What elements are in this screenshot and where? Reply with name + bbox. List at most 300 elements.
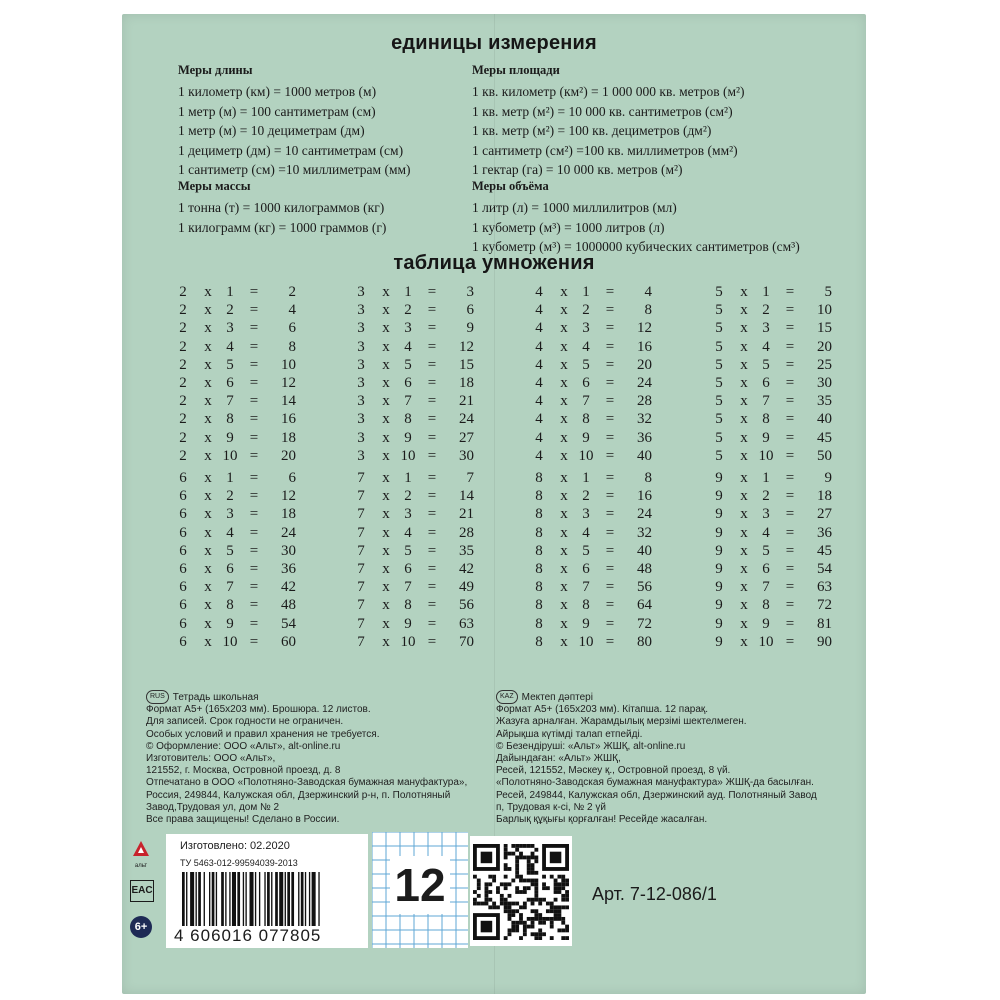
- times-sign: x: [560, 302, 568, 319]
- times-sign: x: [560, 447, 568, 464]
- times-sign: x: [740, 411, 748, 428]
- multiplicand: 6: [582, 561, 590, 577]
- product: 36: [281, 561, 296, 577]
- equals-sign: =: [785, 615, 795, 632]
- times-sign: x: [740, 615, 748, 632]
- equals-sign: =: [249, 597, 259, 614]
- product: 6: [288, 470, 296, 486]
- multiplicand: 7: [582, 393, 590, 410]
- equals-sign: =: [427, 470, 437, 486]
- multiplicand: 7: [762, 393, 770, 410]
- times-sign: x: [382, 284, 390, 300]
- unit-conversion-line: 1 километр (км) = 1000 метров (м): [178, 84, 377, 99]
- multiplier: 3: [357, 356, 365, 373]
- product: 8: [644, 470, 652, 486]
- product: 30: [281, 542, 296, 559]
- multiplier: 8: [535, 470, 543, 486]
- times-sign: x: [740, 447, 748, 464]
- equals-sign: =: [249, 542, 259, 559]
- times-sign: x: [382, 429, 390, 446]
- equals-sign: =: [427, 447, 437, 464]
- product: 42: [459, 561, 474, 577]
- times-sign: x: [740, 320, 748, 337]
- multiplicand: 2: [226, 302, 234, 319]
- times-sign: x: [204, 302, 212, 319]
- brand-logo: [132, 840, 150, 870]
- multiplier: 9: [715, 542, 723, 559]
- times-sign: x: [560, 320, 568, 337]
- times-sign: x: [560, 542, 568, 559]
- multiplier: 8: [535, 633, 543, 650]
- times-sign: x: [204, 470, 212, 486]
- multiplicand: 9: [226, 615, 234, 632]
- times-sign: x: [560, 597, 568, 614]
- equals-sign: =: [427, 524, 437, 541]
- multiplicand: 9: [226, 429, 234, 446]
- times-sign: x: [204, 356, 212, 373]
- area-units-title: Меры площади: [472, 63, 560, 77]
- multiplier: 9: [715, 470, 723, 486]
- multiplier: 6: [179, 488, 187, 505]
- equals-sign: =: [605, 375, 615, 391]
- lang-badge-kz: KAZ: [496, 690, 518, 704]
- product: 28: [637, 393, 652, 410]
- multiplier: 2: [179, 302, 187, 319]
- times-sign: x: [560, 561, 568, 577]
- equals-sign: =: [249, 447, 259, 464]
- product: 56: [637, 579, 652, 596]
- equals-sign: =: [605, 561, 615, 577]
- qr-code-box: [470, 836, 572, 946]
- product: 12: [281, 488, 296, 505]
- multiplicand: 1: [226, 284, 234, 300]
- equals-sign: =: [427, 488, 437, 505]
- multiplier: 4: [535, 447, 543, 464]
- multiplier: 3: [357, 320, 365, 337]
- product: 10: [817, 302, 832, 319]
- multiplier: 5: [715, 447, 723, 464]
- unit-conversion-line: 1 метр (м) = 10 дециметрам (дм): [178, 123, 365, 138]
- equals-sign: =: [605, 284, 615, 300]
- times-sign: x: [382, 488, 390, 505]
- equals-sign: =: [785, 338, 795, 355]
- equals-sign: =: [249, 302, 259, 319]
- multiplicand: 2: [762, 302, 770, 319]
- multiplication-title: таблица умножения: [393, 252, 595, 274]
- multiplier: 4: [535, 411, 543, 428]
- times-sign: x: [382, 506, 390, 523]
- multiplicand: 10: [400, 633, 416, 650]
- times-sign: x: [204, 338, 212, 355]
- multiplicand: 2: [582, 302, 590, 319]
- times-sign: x: [560, 506, 568, 523]
- multiplicand: 2: [404, 488, 412, 505]
- multiplicand: 3: [762, 506, 770, 523]
- brand-logo-text: альт: [134, 863, 148, 869]
- product: 90: [817, 633, 832, 650]
- multiplicand: 10: [400, 447, 416, 464]
- times-sign: x: [204, 542, 212, 559]
- multiplier: 2: [179, 284, 187, 300]
- info-line: Формат А5+ (165х203 мм). Брошюра. 12 листов.: [146, 704, 371, 716]
- product: 30: [817, 375, 832, 391]
- info-kz-block: [496, 690, 817, 826]
- multiplicand: 1: [582, 284, 590, 300]
- multiplier: 3: [357, 411, 365, 428]
- product: 28: [459, 524, 474, 541]
- multiplicand: 4: [582, 524, 590, 541]
- multiplier: 4: [535, 393, 543, 410]
- product: 32: [637, 411, 652, 428]
- multiplier: 4: [535, 356, 543, 373]
- product: 18: [281, 429, 296, 446]
- product: 81: [817, 615, 832, 632]
- multiplier: 5: [715, 411, 723, 428]
- length-units-lines: [178, 82, 411, 180]
- multiplicand: 5: [226, 542, 234, 559]
- equals-sign: =: [785, 488, 795, 505]
- equals-sign: =: [249, 470, 259, 486]
- equals-sign: =: [427, 579, 437, 596]
- times-sign: x: [560, 429, 568, 446]
- times-sign: x: [560, 284, 568, 300]
- multiplier: 3: [357, 429, 365, 446]
- mass-units-title: Меры массы: [178, 179, 251, 193]
- equals-sign: =: [605, 506, 615, 523]
- multiplicand: 3: [226, 506, 234, 523]
- product: 32: [637, 524, 652, 541]
- length-units-block: [178, 63, 411, 180]
- multiplier: 4: [535, 338, 543, 355]
- equals-sign: =: [785, 506, 795, 523]
- product: 12: [459, 338, 474, 355]
- multiplier: 3: [357, 284, 365, 300]
- multiplier: 9: [715, 561, 723, 577]
- equals-sign: =: [427, 633, 437, 650]
- multiplicand: 1: [404, 284, 412, 300]
- info-line: Барлық құқығы қорғалған! Ресейде жасалған.: [496, 814, 708, 826]
- times-sign: x: [382, 524, 390, 541]
- multiplicand: 3: [582, 506, 590, 523]
- multiplicand: 5: [762, 356, 770, 373]
- multiplier: 3: [357, 447, 365, 464]
- product: 25: [817, 356, 832, 373]
- times-sign: x: [560, 338, 568, 355]
- multiplier: 9: [715, 488, 723, 505]
- qr-code-icon: [473, 844, 569, 940]
- info-line: «Полотняно-Заводская бумажная мануфактура» ЖШҚ-да басылған.: [496, 777, 814, 789]
- equals-sign: =: [249, 393, 259, 410]
- unit-conversion-line: 1 метр (м) = 100 сантиметрам (см): [178, 103, 376, 119]
- product: 56: [459, 597, 474, 614]
- product: 3: [466, 284, 474, 300]
- multiplicand: 3: [404, 320, 412, 337]
- times-sign: x: [560, 356, 568, 373]
- multiplier: 7: [357, 470, 365, 486]
- times-sign: x: [740, 597, 748, 614]
- multiplier: 8: [535, 615, 543, 632]
- equals-sign: =: [427, 506, 437, 523]
- multiplicand: 10: [222, 447, 238, 464]
- multiplicand: 1: [226, 470, 234, 486]
- tu-code: ТУ 5463-012-99594039-2013: [180, 858, 298, 868]
- multiplicand: 10: [758, 633, 774, 650]
- multiplicand: 8: [226, 411, 234, 428]
- times-sign: x: [560, 524, 568, 541]
- barcode-label: [166, 834, 368, 948]
- multiplicand: 8: [404, 411, 412, 428]
- product: 49: [459, 579, 474, 596]
- multiplier: 6: [179, 470, 187, 486]
- unit-conversion-line: 1 кв. километр (км²) = 1 000 000 кв. метров (м²): [472, 84, 745, 99]
- multiplicand: 8: [762, 597, 770, 614]
- multiplier: 7: [357, 615, 365, 632]
- equals-sign: =: [785, 429, 795, 446]
- product: 27: [817, 506, 832, 523]
- multiplicand: 6: [226, 561, 234, 577]
- times-sign: x: [740, 284, 748, 300]
- multiplicand: 1: [762, 470, 770, 486]
- product: 2: [288, 284, 296, 300]
- product: 42: [281, 579, 296, 596]
- volume-units-lines: [472, 198, 800, 257]
- times-sign: x: [204, 320, 212, 337]
- multiplier: 2: [179, 393, 187, 410]
- info-line: Для записей. Срок годности не ограничен.: [146, 716, 344, 728]
- equals-sign: =: [785, 470, 795, 486]
- multiplicand: 10: [758, 447, 774, 464]
- multiplicand: 6: [762, 375, 770, 391]
- multiplier: 8: [535, 506, 543, 523]
- multiplicand: 1: [582, 470, 590, 486]
- multiplier: 5: [715, 429, 723, 446]
- equals-sign: =: [785, 375, 795, 391]
- multiplier: 5: [715, 320, 723, 337]
- multiplicand: 4: [226, 338, 234, 355]
- multiplicand: 7: [226, 393, 234, 410]
- multiplicand: 8: [582, 597, 590, 614]
- unit-conversion-line: 1 кубометр (м³) = 1000 литров (л): [472, 219, 665, 235]
- volume-units-block: [472, 179, 800, 257]
- eac-mark: EAC: [130, 880, 154, 902]
- multiplier: 9: [715, 633, 723, 650]
- multiplicand: 6: [404, 375, 412, 391]
- equals-sign: =: [605, 447, 615, 464]
- multiplier: 9: [715, 597, 723, 614]
- multiplier: 6: [179, 633, 187, 650]
- unit-conversion-line: 1 кубометр (м³) = 1000000 кубических сантиметров (см³): [472, 239, 800, 254]
- equals-sign: =: [427, 393, 437, 410]
- product: 36: [637, 429, 652, 446]
- unit-conversion-line: 1 тонна (т) = 1000 килограммов (кг): [178, 200, 385, 215]
- product: 80: [637, 633, 652, 650]
- product: 70: [459, 633, 474, 650]
- product: 18: [281, 506, 296, 523]
- lang-badge-ru: RUS: [146, 690, 169, 704]
- times-sign: x: [382, 338, 390, 355]
- unit-conversion-line: 1 кв. метр (м²) = 10 000 кв. сантиметров (см²): [472, 103, 733, 119]
- equals-sign: =: [249, 633, 259, 650]
- equals-sign: =: [605, 542, 615, 559]
- multiplier: 2: [179, 429, 187, 446]
- multiplicand: 5: [404, 542, 412, 559]
- product: 20: [637, 356, 652, 373]
- multiplier: 9: [715, 579, 723, 596]
- multiplier: 4: [535, 284, 543, 300]
- multiplicand: 3: [226, 320, 234, 337]
- multiplier: 5: [715, 302, 723, 319]
- equals-sign: =: [249, 579, 259, 596]
- multiplicand: 8: [762, 411, 770, 428]
- times-sign: x: [560, 375, 568, 391]
- multiplicand: 9: [762, 429, 770, 446]
- times-sign: x: [382, 320, 390, 337]
- notebook-back-cover: [122, 14, 866, 994]
- times-sign: x: [560, 411, 568, 428]
- multiplier: 7: [357, 488, 365, 505]
- length-units-title: Меры длины: [178, 63, 253, 77]
- equals-sign: =: [249, 524, 259, 541]
- multiplier: 5: [715, 393, 723, 410]
- multiplier: 2: [179, 411, 187, 428]
- multiplier: 2: [179, 338, 187, 355]
- multiplicand: 8: [404, 597, 412, 614]
- times-sign: x: [560, 633, 568, 650]
- times-sign: x: [740, 506, 748, 523]
- times-sign: x: [204, 447, 212, 464]
- product: 24: [459, 411, 474, 428]
- times-sign: x: [740, 488, 748, 505]
- product: 63: [817, 579, 832, 596]
- times-sign: x: [382, 470, 390, 486]
- multiplicand: 4: [582, 338, 590, 355]
- equals-sign: =: [785, 393, 795, 410]
- equals-sign: =: [249, 284, 259, 300]
- info-ru-block: [146, 690, 467, 826]
- product: 64: [637, 597, 652, 614]
- multiplicand: 4: [226, 524, 234, 541]
- equals-sign: =: [427, 375, 437, 391]
- area-units-block: [472, 63, 745, 180]
- times-sign: x: [382, 542, 390, 559]
- equals-sign: =: [249, 429, 259, 446]
- product: 40: [637, 447, 652, 464]
- multiplier: 2: [179, 447, 187, 464]
- times-sign: x: [740, 579, 748, 596]
- equals-sign: =: [605, 597, 615, 614]
- equals-sign: =: [427, 320, 437, 337]
- times-sign: x: [740, 429, 748, 446]
- unit-conversion-line: 1 дециметр (дм) = 10 сантиметрам (см): [178, 142, 404, 158]
- multiplier: 5: [715, 356, 723, 373]
- info-line: Формат А5+ (165х203 мм). Кітапша. 12 парақ.: [496, 704, 709, 716]
- times-sign: x: [204, 411, 212, 428]
- equals-sign: =: [605, 356, 615, 373]
- product: 20: [281, 447, 296, 464]
- equals-sign: =: [427, 302, 437, 319]
- product: 60: [281, 633, 296, 650]
- multiplier: 9: [715, 506, 723, 523]
- product: 45: [817, 429, 832, 446]
- multiplicand: 7: [762, 579, 770, 596]
- equals-sign: =: [249, 356, 259, 373]
- multiplier: 7: [357, 506, 365, 523]
- product: 24: [637, 375, 652, 391]
- multiplier: 5: [715, 284, 723, 300]
- multiplier: 7: [357, 633, 365, 650]
- unit-conversion-line: 1 килограмм (кг) = 1000 граммов (г): [178, 219, 387, 235]
- times-sign: x: [382, 615, 390, 632]
- multiplier: 6: [179, 506, 187, 523]
- product: 14: [281, 393, 296, 410]
- manufacture-date: Изготовлено: 02.2020: [180, 840, 290, 852]
- product: 12: [637, 320, 652, 337]
- equals-sign: =: [427, 615, 437, 632]
- units-title: единицы измерения: [391, 32, 597, 54]
- product: 8: [288, 338, 296, 355]
- product: 35: [459, 542, 474, 559]
- product: 9: [824, 470, 832, 486]
- multiplier: 8: [535, 561, 543, 577]
- times-sign: x: [382, 411, 390, 428]
- times-sign: x: [204, 579, 212, 596]
- times-sign: x: [204, 488, 212, 505]
- times-sign: x: [382, 597, 390, 614]
- multiplier: 6: [179, 561, 187, 577]
- equals-sign: =: [785, 542, 795, 559]
- equals-sign: =: [785, 597, 795, 614]
- times-sign: x: [560, 579, 568, 596]
- multiplier: 7: [357, 542, 365, 559]
- mass-units-block: [178, 179, 386, 237]
- brand-logo-mark-icon: [132, 840, 150, 858]
- equals-sign: =: [785, 356, 795, 373]
- equals-sign: =: [785, 411, 795, 428]
- multiplier: 2: [179, 375, 187, 391]
- times-sign: x: [740, 393, 748, 410]
- multiplicand: 2: [582, 488, 590, 505]
- multiplicand: 6: [762, 561, 770, 577]
- multiplier: 8: [535, 579, 543, 596]
- times-sign: x: [740, 633, 748, 650]
- times-sign: x: [382, 579, 390, 596]
- times-sign: x: [740, 470, 748, 486]
- multiplier: 7: [357, 561, 365, 577]
- product: 6: [466, 302, 474, 319]
- times-sign: x: [560, 488, 568, 505]
- product: 63: [459, 615, 474, 632]
- multiplicand: 3: [582, 320, 590, 337]
- equals-sign: =: [785, 561, 795, 577]
- times-sign: x: [382, 356, 390, 373]
- info-line: © Безендірушi: «Альт» ЖШҚ, alt-online.ru: [496, 740, 686, 752]
- info-line: 121552, г. Москва, Островной проезд, д. 8: [146, 765, 341, 777]
- multiplicand: 10: [578, 633, 594, 650]
- equals-sign: =: [605, 302, 615, 319]
- times-sign: x: [204, 429, 212, 446]
- multiplicand: 9: [762, 615, 770, 632]
- product: 6: [288, 320, 296, 337]
- multiplier: 9: [715, 615, 723, 632]
- multiplicand: 5: [226, 356, 234, 373]
- product: 8: [644, 302, 652, 319]
- product: 48: [281, 597, 296, 614]
- product: 21: [459, 506, 474, 523]
- multiplicand: 9: [582, 615, 590, 632]
- equals-sign: =: [605, 470, 615, 486]
- multiplier: 8: [535, 542, 543, 559]
- product: 40: [817, 411, 832, 428]
